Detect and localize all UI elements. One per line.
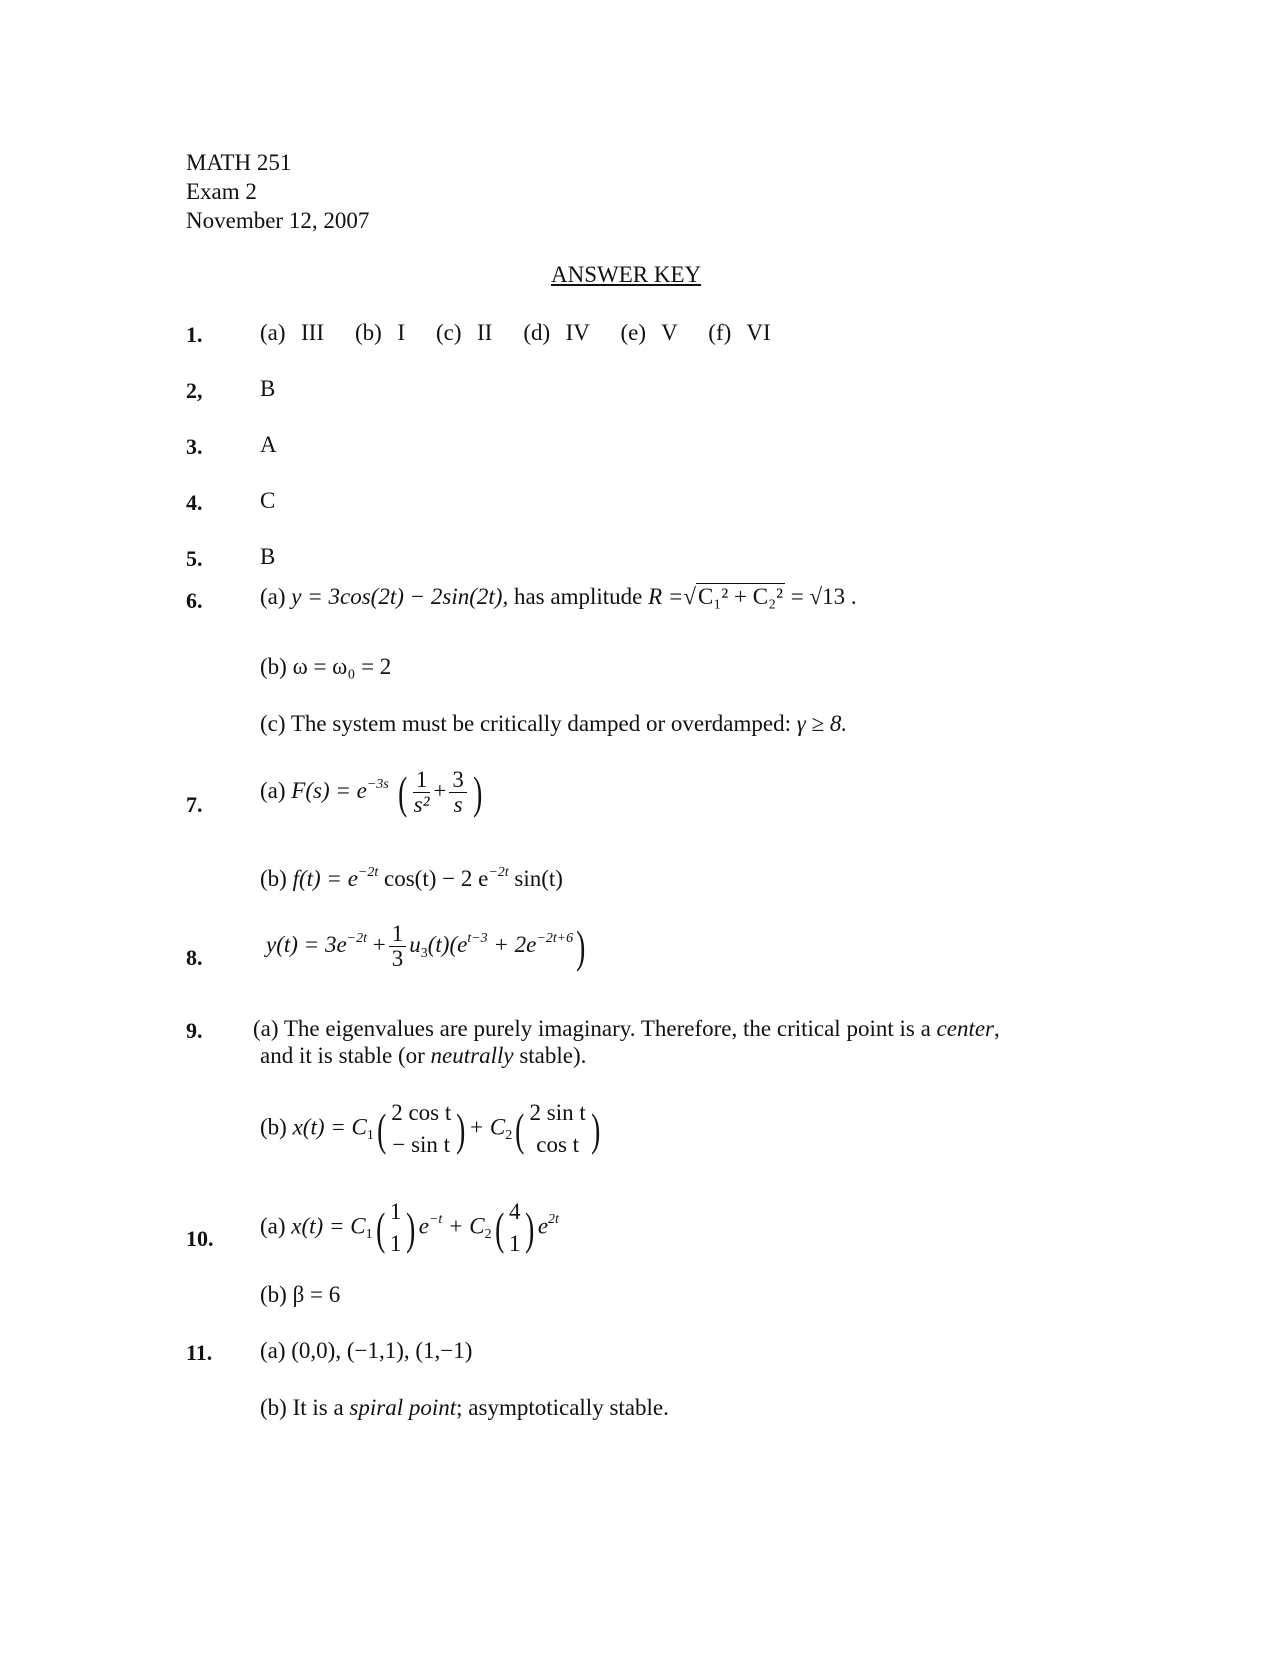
answer-6a-sqrt: C₁² + C₂² xyxy=(698,584,784,609)
question-number-9: 9. xyxy=(186,1018,203,1043)
question-number-1: 1. xyxy=(186,322,203,347)
answer-6a-result: = √13 . xyxy=(790,584,857,609)
answer-4: C xyxy=(260,488,276,513)
answer-10a-label: (a) xyxy=(260,1213,286,1239)
answer-7a-lhs: F(s) = e xyxy=(291,777,367,803)
answer-9a-line-2: and it is stable (or neutrally stable). xyxy=(260,1043,587,1068)
exam-date: November 12, 2007 xyxy=(186,208,370,233)
answer-9b-label: (b) xyxy=(260,1114,287,1140)
answer-2: B xyxy=(260,376,276,401)
answer-9a-line-1: (a) The eigenvalues are purely imaginary. Therefore, the critical point is a center, xyxy=(253,1016,1000,1041)
answer-7a-fraction-1: $\frac{1}{\text{s²}}$ xyxy=(413,767,430,817)
answer-11b: (b) It is a spiral point; asymptotically stable. xyxy=(260,1395,669,1420)
answer-6b: (b) ω = ω₀ = 2 xyxy=(260,654,392,679)
answer-6c-equation: γ ≥ 8. xyxy=(796,711,848,736)
answer-6a-text: has amplitude xyxy=(513,584,643,609)
answer-3: A xyxy=(260,432,277,457)
answer-11a: (a) (0,0), (−1,1), (1,−1) xyxy=(260,1338,473,1363)
answer-7a-exponent: −3s xyxy=(366,776,389,792)
question-number-2: 2, xyxy=(186,378,203,403)
answer-7b: (b) $f(t) = e^{-2t}$ cos(t) − 2 $e^{-2t}$ sin(t) xyxy=(260,865,563,891)
answer-10a: (a) $x(t) = C_1$( 1 1 ) $e^{-t} + C_2$( 4 1 ) $e^{2t}$ xyxy=(260,1196,559,1260)
answer-6a: (a) y = 3cos(2t) − 2sin(2t), has amplitude R =√C₁² + C₂² = √13 . xyxy=(260,584,857,609)
question-number-3: 3. xyxy=(186,434,203,459)
answer-10b: (b) β = 6 xyxy=(260,1282,341,1307)
answer-6c-text: (c) The system must be critically damped or overdamped: xyxy=(260,711,791,736)
question-number-11: 11. xyxy=(186,1340,213,1365)
question-number-6: 6. xyxy=(186,588,203,613)
question-number-8: 8. xyxy=(186,945,203,970)
answer-5: B xyxy=(260,544,276,569)
answer-10a-vector-2: 4 1 xyxy=(508,1199,521,1256)
answer-1: (a) III (b) I (c) II (d) IV (e) V (f) VI xyxy=(260,320,771,345)
question-number-4: 4. xyxy=(186,490,203,515)
question-number-10: 10. xyxy=(186,1226,214,1251)
answer-9b-vector-1: 2 cos t − sin t xyxy=(391,1100,452,1157)
answer-9b-vector-2: 2 sin t cos t xyxy=(529,1100,586,1157)
answer-6a-label: (a) xyxy=(260,584,286,609)
page-title: ANSWER KEY xyxy=(551,262,702,287)
question-number-7: 7. xyxy=(186,792,203,817)
answer-8: $y(t) = 3e^{-2t}$ + $\frac{1}{3}$ $u_3(t)(e^{t-3} + 2e^{-2t+6})$ xyxy=(266,921,586,972)
answer-9b: (b) $x(t) = C_1$( 2 cos t − sin t ) + $C_2$( 2 sin t cos t ) xyxy=(260,1097,603,1161)
answer-7b-label: (b) xyxy=(260,866,287,891)
answer-7a-fraction-2: $\frac{3}{s}$ xyxy=(449,768,467,817)
answer-6c xyxy=(260,711,847,737)
exam-name: Exam 2 xyxy=(186,179,257,204)
course-name: MATH 251 xyxy=(186,150,292,175)
question-number-5: 5. xyxy=(186,546,203,571)
answer-6a-r: R = xyxy=(648,584,684,609)
answer-8-fraction: $\frac{1}{3}$ xyxy=(389,922,407,971)
answer-7a: (a) $F(s) = e^{-3s}$ ( $\frac{1}{\text{s²}}$ + $\frac{3}{s}$ ) xyxy=(260,767,483,818)
answer-7a-label: (a) xyxy=(260,777,286,803)
answer-6a-equation: y = 3cos(2t) − 2sin(2t), xyxy=(291,584,509,609)
answer-10a-vector-1: 1 1 xyxy=(389,1199,402,1256)
